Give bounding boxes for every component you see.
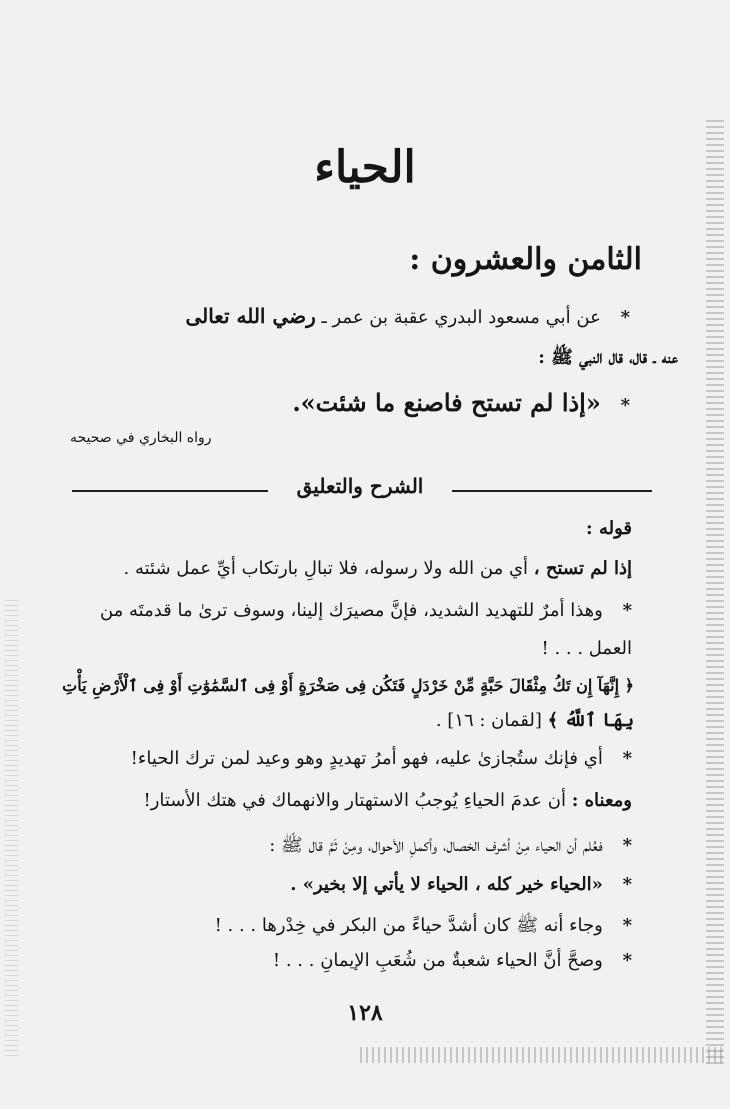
paragraph-text: أن عدمَ الحياءِ يُوجبُ الاستهتار والانهماك في هتك الأستار!	[143, 790, 566, 811]
commentary-paragraph-2	[60, 600, 632, 621]
quoted-phrase: إذا لم تستح ،	[533, 558, 632, 579]
honorific: رضي الله تعالى	[185, 304, 316, 328]
decorative-border-right	[706, 120, 724, 1065]
quran-verse-line-1	[40, 676, 634, 695]
commentary-label-text: قوله :	[586, 518, 632, 539]
quran-verse-line-2	[60, 710, 634, 731]
bullet: *	[622, 874, 632, 895]
bullet: *	[622, 748, 632, 769]
section-rule-left	[72, 490, 268, 492]
paragraph-text: وصحَّ أنَّ الحياء شعبةٌ من شُعَبِ الإيمانِ . . . !	[272, 950, 603, 971]
meaning-label: ومعناه :	[571, 790, 632, 811]
quran-verse: ﴿ إِنَّهَآ إِن تَكُ مِثْقَالَ حَبَّةٍ مِّنْ خَرْدَلٍ فَتَكُن فِى صَخْرَةٍ أَوْ فِى ٱلسَّمَٰوَٰتِ أَوْ فِى ٱلْأَرْضِ يَأْتِ	[62, 676, 634, 695]
commentary-paragraph-2-cont	[60, 638, 632, 659]
hadith-text: «إذا لم تستح فاصنع ما شئت».	[292, 388, 601, 417]
commentary-label	[60, 518, 632, 539]
paragraph-text: فعُلم أن الحياء مِنْ أشرف الخصال، وأكملِ الأحوال، ومِنْ ثَمَّ قال ﷺ :	[269, 835, 603, 856]
hadith-text-line	[60, 388, 630, 417]
commentary-paragraph-5	[60, 834, 632, 860]
hadith-number: الثامن والعشرون :	[409, 242, 642, 277]
commentary-paragraph-1	[60, 558, 632, 579]
bullet: *	[622, 915, 632, 936]
quran-verse-end: بِهَا ٱللَّهُ ﴾	[547, 710, 634, 731]
paragraph-text: وجاء أنه ﷺ كان أشدَّ حياءً من البكر في خِدْرها . . . !	[214, 915, 603, 936]
decorative-border-bottom	[360, 1047, 724, 1063]
commentary-paragraph-5-quote	[60, 874, 632, 895]
commentary-paragraph-6	[60, 914, 632, 940]
hadith-quote: «الحياء خير كله ، الحياء لا يأتي إلا بخير» .	[290, 874, 603, 895]
chapter-title: الحياء	[314, 142, 416, 193]
paragraph-text: أي فإنك ستُجازىٰ عليه، فهو أمرُ تهديدٍ وهو وعيد لمن ترك الحياء!	[130, 748, 603, 769]
narration-line-2	[60, 346, 678, 372]
bullet: *	[622, 950, 632, 971]
bullet: *	[622, 600, 632, 621]
paragraph-text: أي من الله ولا رسوله، فلا تبالِ بارتكاب أيِّ عمل شئته .	[123, 558, 529, 579]
narration-text: عن أبي مسعود البدري عقبة بن عمر ـ	[321, 307, 601, 328]
commentary-paragraph-7	[60, 950, 632, 971]
bullet: *	[620, 307, 630, 328]
narration-line-1	[60, 304, 630, 328]
section-header: الشرح والتعليق	[296, 474, 424, 498]
bullet: *	[622, 835, 632, 856]
commentary-paragraph-3	[60, 748, 632, 769]
page-number: ١٢٨	[347, 1000, 383, 1026]
narration-text-2: عنه ـ قال، قال النبي ﷺ :	[538, 347, 678, 368]
bullet: *	[620, 395, 630, 416]
commentary-paragraph-4	[60, 790, 632, 811]
section-rule-right	[452, 490, 652, 492]
source-attribution: رواه البخاري في صحيحه	[70, 430, 212, 446]
decorative-border-left	[4, 600, 18, 1060]
paragraph-text: العمل . . . !	[541, 638, 632, 659]
paragraph-text: وهذا أمرٌ للتهديد الشديد، فإنَّ مصيرَك إلينا، وسوف ترىٰ ما قدمتَه من	[99, 600, 603, 621]
quran-reference: [لقمان : ١٦] .	[435, 710, 542, 731]
